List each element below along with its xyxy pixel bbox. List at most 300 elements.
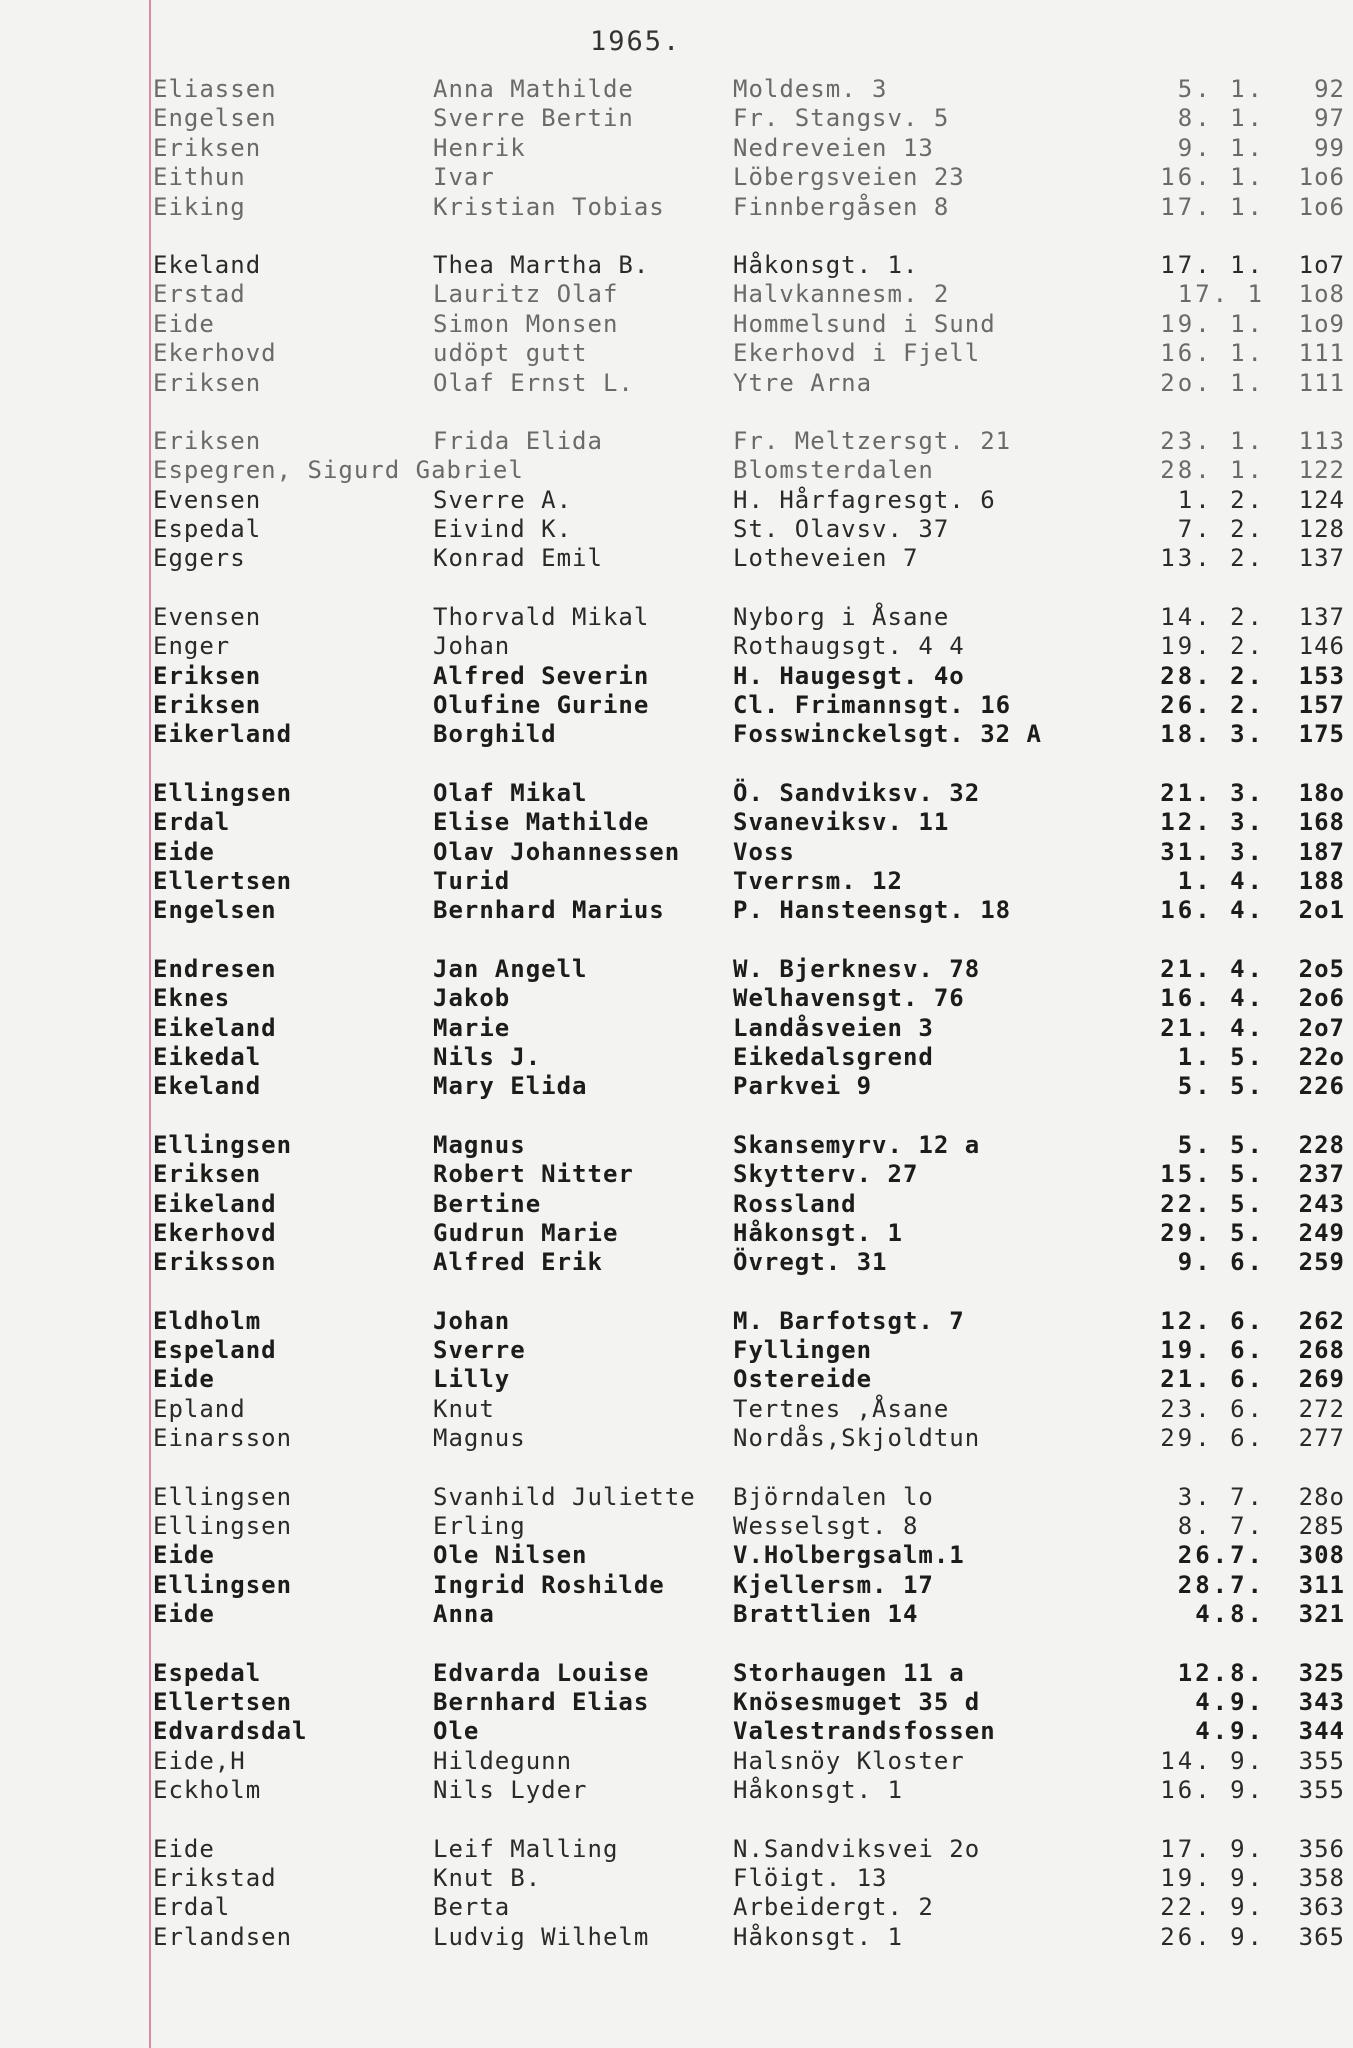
surname-cell: Espedal [153,515,262,544]
given-name-cell: Magnus [433,1130,526,1159]
given-name-cell: udöpt gutt [433,339,588,368]
surname-cell: Ellingsen [153,778,293,807]
surname-cell: Eriksen [153,368,262,397]
date-cell: 31. 3. [1160,837,1265,866]
surname-cell: Eliassen [153,75,277,103]
page-year-heading: 1965. [590,26,682,57]
entry-number-cell: 269 [1298,1365,1345,1394]
address-cell: Fosswinckelsgt. 32 A [733,720,1042,749]
given-name-cell: Thea Martha B. [433,250,650,279]
register-row [150,1306,1345,1336]
register-row [150,1042,1345,1072]
address-cell: Ekerhovd i Fjell [733,339,981,368]
entry-number-cell: 363 [1298,1893,1345,1922]
entry-number-cell: 1o6 [1298,192,1345,221]
surname-cell: Eide [153,1600,215,1629]
entry-number-cell: 157 [1298,691,1345,720]
given-name-cell: Frida Elida [433,426,603,455]
given-name-cell: Olav Johannessen [433,837,681,866]
register-row [150,515,1345,544]
date-cell: 8. 1. [1177,104,1265,133]
entry-number-cell: 356 [1298,1834,1345,1863]
register-row [150,984,1345,1013]
date-cell: 16. 1. [1160,339,1265,368]
given-name-cell: Ivar [433,163,495,192]
entry-number-cell: 2o5 [1298,954,1345,983]
register-row [150,808,1345,837]
entry-number-cell: 2o7 [1298,1013,1345,1042]
entry-number-cell: 237 [1298,1160,1345,1189]
date-cell: 16. 4. [1160,984,1265,1013]
entry-number-cell: 262 [1298,1306,1345,1335]
date-cell: 5. 1. [1177,75,1265,103]
given-name-cell: Konrad Emil [433,544,603,573]
address-cell: Ö. Sandviksv. 32 [733,778,981,807]
entry-number-cell: 243 [1298,1189,1345,1218]
register-row [150,1394,1345,1424]
entry-number-cell: 321 [1298,1600,1345,1629]
given-name-cell: Bertine [433,1189,542,1218]
address-cell: Arbeidergt. 2 [733,1893,934,1922]
entry-number-cell: 355 [1298,1776,1345,1805]
register-row [150,1482,1345,1512]
register-row [150,1834,1345,1864]
surname-cell: Ekerhovd [153,1218,277,1247]
given-name-cell: Bernhard Elias [433,1687,650,1716]
register-row [150,1717,1345,1746]
date-cell: 14. 2. [1160,602,1265,631]
date-cell: 4.8. [1195,1600,1265,1629]
date-cell: 23. 1. [1160,426,1265,455]
date-cell: 16. 9. [1160,1776,1265,1805]
surname-cell: Erlandsen [153,1922,293,1951]
date-cell: 21. 6. [1160,1365,1265,1394]
date-cell: 19. 2. [1160,632,1265,661]
entry-number-cell: 92 [1314,75,1345,103]
address-cell: Landåsveien 3 [733,1013,934,1042]
surname-cell: Erdal [153,808,231,837]
date-cell: 12.8. [1177,1658,1265,1687]
register-group [150,954,1345,1102]
address-cell: Håkonsgt. 1 [733,1218,903,1247]
surname-cell: Eide [153,1365,215,1394]
register-row [150,426,1345,456]
surname-cell: Epland [153,1394,246,1423]
entry-number-cell: 1o7 [1298,250,1345,279]
given-name-cell: Gudrun Marie [433,1218,619,1247]
given-name-cell: Nils J. [433,1042,542,1071]
address-cell: Welhavensgt. 76 [733,984,965,1013]
given-name-cell: Knut B. [433,1863,542,1892]
entry-number-cell: 355 [1298,1746,1345,1775]
date-cell: 19. 9. [1160,1863,1265,1892]
register-row [150,896,1345,925]
given-name-cell: Simon Monsen [433,309,619,338]
register-row [150,133,1345,163]
date-cell: 19. 1. [1160,309,1265,338]
date-cell: 28. 2. [1160,661,1265,690]
register-group [150,1306,1345,1454]
register-group [150,250,1345,398]
surname-cell: Eknes [153,984,231,1013]
given-name-cell: Anna [433,1600,495,1629]
given-name-cell: Kristian Tobias [433,192,665,221]
address-cell: Voss [733,837,795,866]
date-cell: 9. 1. [1177,133,1265,162]
surname-cell: Eiking [153,192,246,221]
given-name-cell: Turid [433,866,511,895]
surname-cell: Ellingsen [153,1570,293,1599]
register-row [150,1776,1345,1805]
date-cell: 12. 3. [1160,808,1265,837]
register-row [150,691,1345,720]
given-name-cell: Olufine Gurine [433,691,650,720]
address-cell: Skytterv. 27 [733,1160,919,1189]
register-list [150,75,1345,1981]
register-group [150,1834,1345,1953]
register-row [150,485,1345,515]
entry-number-cell: 249 [1298,1218,1345,1247]
register-group [150,778,1345,926]
given-name-cell: Ingrid Roshilde [433,1570,665,1599]
register-row [150,1893,1345,1922]
address-cell: Cl. Frimannsgt. 16 [733,691,1012,720]
address-cell: Parkvei 9 [733,1072,873,1101]
date-cell: 19. 6. [1160,1336,1265,1365]
address-cell: M. Barfotsgt. 7 [733,1306,965,1335]
given-name-cell: Lilly [433,1365,511,1394]
given-name-cell: Jan Angell [433,954,588,983]
register-row [150,602,1345,632]
address-cell: Brattlien 14 [733,1600,919,1629]
register-row [150,954,1345,984]
given-name-cell: Olaf Ernst L. [433,368,634,397]
register-row [150,1658,1345,1688]
register-row [150,1130,1345,1160]
register-group [150,426,1345,574]
surname-cell: Eikeland [153,1189,277,1218]
entry-number-cell: 277 [1298,1424,1345,1453]
address-cell: Fr. Stangsv. 5 [733,104,950,133]
surname-cell: Ellingsen [153,1130,293,1159]
entry-number-cell: 226 [1298,1072,1345,1101]
register-group [150,1130,1345,1278]
register-row [150,661,1345,691]
given-name-cell: Johan [433,632,511,661]
entry-number-cell: 28o [1298,1482,1345,1511]
surname-cell: Eithun [153,163,246,192]
surname-cell: Eikeland [153,1013,277,1042]
address-cell: Fr. Meltzersgt. 21 [733,426,1012,455]
surname-cell: Ekerhovd [153,339,277,368]
address-cell: Ytre Arna [733,368,873,397]
address-cell: Wesselsgt. 8 [733,1512,919,1541]
address-cell: Löbergsveien 23 [733,163,965,192]
surname-cell: Ellingsen [153,1512,293,1541]
given-name-cell: Elise Mathilde [433,808,650,837]
register-row [150,1746,1345,1776]
entry-number-cell: 2o1 [1298,896,1345,925]
entry-number-cell: 188 [1298,866,1345,895]
surname-cell: Eriksen [153,133,262,162]
register-row [150,1336,1345,1365]
date-cell: 13. 2. [1160,544,1265,573]
entry-number-cell: 122 [1298,456,1345,485]
given-name-cell: Eivind K. [433,515,573,544]
date-cell: 16. 4. [1160,896,1265,925]
surname-cell: Eriksen [153,691,262,720]
entry-number-cell: 358 [1298,1863,1345,1892]
date-cell: 16. 1. [1160,163,1265,192]
date-cell: 17. 1 [1177,280,1265,309]
given-name-cell: Borghild [433,720,557,749]
entry-number-cell: 137 [1298,544,1345,573]
address-cell: Storhaugen 11 a [733,1658,965,1687]
address-cell: H. Haugesgt. 4o [733,661,965,690]
address-cell: Rossland [733,1189,857,1218]
surname-cell: Enger [153,632,231,661]
register-row [150,1541,1345,1570]
given-name-cell: Leif Malling [433,1834,619,1863]
given-name-cell: Anna Mathilde [433,75,634,103]
entry-number-cell: 111 [1298,368,1345,397]
entry-number-cell: 111 [1298,339,1345,368]
register-row [150,1600,1345,1629]
entry-number-cell: 311 [1298,1570,1345,1599]
date-cell: 7. 2. [1177,515,1265,544]
entry-number-cell: 228 [1298,1130,1345,1159]
address-cell: Tverrsm. 12 [733,866,903,895]
entry-number-cell: 285 [1298,1512,1345,1541]
address-cell: Ostereide [733,1365,873,1394]
entry-number-cell: 272 [1298,1394,1345,1423]
surname-cell: Evensen [153,485,262,514]
register-row [150,192,1345,222]
register-row [150,456,1345,485]
entry-number-cell: 1o6 [1298,163,1345,192]
address-cell: P. Hansteensgt. 18 [733,896,1012,925]
surname-cell: Espegren, Sigurd Gabriel [153,456,524,485]
register-row [150,1687,1345,1717]
date-cell: 29. 6. [1160,1424,1265,1453]
date-cell: 29. 5. [1160,1218,1265,1247]
date-cell: 18. 3. [1160,720,1265,749]
given-name-cell: Marie [433,1013,511,1042]
address-cell: Knösesmuget 35 d [733,1687,981,1716]
given-name-cell: Johan [433,1306,511,1335]
register-row [150,1424,1345,1453]
given-name-cell: Bernhard Marius [433,896,665,925]
date-cell: 14. 9. [1160,1746,1265,1775]
register-row [150,1512,1345,1541]
address-cell: Övregt. 31 [733,1248,888,1277]
date-cell: 21. 4. [1160,954,1265,983]
entry-number-cell: 146 [1298,632,1345,661]
date-cell: 1. 4. [1177,866,1265,895]
surname-cell: Eriksen [153,1160,262,1189]
register-row [150,632,1345,661]
surname-cell: Eriksen [153,426,262,455]
surname-cell: Espedal [153,1658,262,1687]
date-cell: 17. 1. [1160,250,1265,279]
given-name-cell: Ludvig Wilhelm [433,1922,650,1951]
date-cell: 2o. 1. [1160,368,1265,397]
register-group [150,75,1345,222]
address-cell: Eikedalsgrend [733,1042,934,1071]
address-cell: Moldesm. 3 [733,75,888,103]
address-cell: Valestrandsfossen [733,1717,996,1746]
surname-cell: Ellertsen [153,866,293,895]
address-cell: Blomsterdalen [733,456,934,485]
surname-cell: Eriksson [153,1248,277,1277]
entry-number-cell: 124 [1298,485,1345,514]
address-cell: Flöigt. 13 [733,1863,888,1892]
entry-number-cell: 187 [1298,837,1345,866]
register-row [150,778,1345,808]
entry-number-cell: 128 [1298,515,1345,544]
surname-cell: Eikerland [153,720,293,749]
address-cell: Nordås,Skjoldtun [733,1424,981,1453]
entry-number-cell: 343 [1298,1687,1345,1716]
address-cell: Rothaugsgt. 4 4 [733,632,965,661]
address-cell: Björndalen lo [733,1482,934,1511]
date-cell: 9. 6. [1177,1248,1265,1277]
date-cell: 21. 4. [1160,1013,1265,1042]
given-name-cell: Ole [433,1717,480,1746]
entry-number-cell: 268 [1298,1336,1345,1365]
address-cell: Håkonsgt. 1 [733,1922,903,1951]
address-cell: Finnbergåsen 8 [733,192,950,221]
surname-cell: Eide [153,837,215,866]
surname-cell: Ekeland [153,250,262,279]
date-cell: 26. 2. [1160,691,1265,720]
surname-cell: Engelsen [153,104,277,133]
surname-cell: Ekeland [153,1072,262,1101]
address-cell: Svaneviksv. 11 [733,808,950,837]
address-cell: Håkonsgt. 1. [733,250,919,279]
entry-number-cell: 153 [1298,661,1345,690]
address-cell: Halsnöy Kloster [733,1746,965,1775]
date-cell: 17. 9. [1160,1834,1265,1863]
register-group [150,1658,1345,1806]
surname-cell: Einarsson [153,1424,293,1453]
given-name-cell: Edvarda Louise [433,1658,650,1687]
address-cell: Lotheveien 7 [733,544,919,573]
address-cell: Tertnes ,Åsane [733,1394,950,1423]
given-name-cell: Alfred Severin [433,661,650,690]
given-name-cell: Hildegunn [433,1746,573,1775]
surname-cell: Edvardsdal [153,1717,308,1746]
surname-cell: Eckholm [153,1776,262,1805]
date-cell: 26.7. [1177,1541,1265,1570]
entry-number-cell: 1o9 [1298,309,1345,338]
register-row [150,1218,1345,1248]
date-cell: 3. 7. [1177,1482,1265,1511]
entry-number-cell: 168 [1298,808,1345,837]
surname-cell: Evensen [153,602,262,631]
address-cell: Halvkannesm. 2 [733,280,950,309]
surname-cell: Erstad [153,280,246,309]
date-cell: 26. 9. [1160,1922,1265,1951]
given-name-cell: Magnus [433,1424,526,1453]
surname-cell: Eikedal [153,1042,262,1071]
address-cell: N.Sandviksvei 2o [733,1834,981,1863]
surname-cell: Eide [153,309,215,338]
surname-cell: Eldholm [153,1306,262,1335]
given-name-cell: Knut [433,1394,495,1423]
address-cell: H. Hårfagresgt. 6 [733,485,996,514]
register-row [150,75,1345,104]
register-row [150,1248,1345,1277]
register-row [150,104,1345,133]
register-row [150,544,1345,573]
date-cell: 21. 3. [1160,778,1265,807]
given-name-cell: Olaf Mikal [433,778,588,807]
register-row [150,866,1345,896]
date-cell: 17. 1. [1160,192,1265,221]
given-name-cell: Erling [433,1512,526,1541]
address-cell: V.Holbergsalm.1 [733,1541,965,1570]
given-name-cell: Lauritz Olaf [433,280,619,309]
entry-number-cell: 137 [1298,602,1345,631]
register-row [150,339,1345,368]
surname-cell: Eide [153,1541,215,1570]
entry-number-cell: 344 [1298,1717,1345,1746]
date-cell: 1. 2. [1177,485,1265,514]
surname-cell: Engelsen [153,896,277,925]
given-name-cell: Robert Nitter [433,1160,634,1189]
address-cell: Nyborg i Åsane [733,602,950,631]
surname-cell: Endresen [153,954,277,983]
register-group [150,1482,1345,1630]
entry-number-cell: 97 [1314,104,1345,133]
entry-number-cell: 259 [1298,1248,1345,1277]
address-cell: Håkonsgt. 1 [733,1776,903,1805]
given-name-cell: Sverre A. [433,485,573,514]
entry-number-cell: 308 [1298,1541,1345,1570]
register-group [150,602,1345,750]
entry-number-cell: 1o8 [1298,280,1345,309]
given-name-cell: Mary Elida [433,1072,588,1101]
surname-cell: Erikstad [153,1863,277,1892]
date-cell: 22. 9. [1160,1893,1265,1922]
date-cell: 5. 5. [1177,1072,1265,1101]
address-cell: Fyllingen [733,1336,873,1365]
register-row [150,368,1345,398]
register-row [150,250,1345,280]
address-cell: Skansemyrv. 12 a [733,1130,981,1159]
entry-number-cell: 22o [1298,1042,1345,1071]
surname-cell: Ellertsen [153,1687,293,1716]
entry-number-cell: 2o6 [1298,984,1345,1013]
date-cell: 8. 7. [1177,1512,1265,1541]
surname-cell: Eide,H [153,1746,246,1775]
entry-number-cell: 99 [1314,133,1345,162]
given-name-cell: Nils Lyder [433,1776,588,1805]
register-row [150,1365,1345,1394]
given-name-cell: Berta [433,1893,511,1922]
register-row [150,1013,1345,1043]
register-row [150,163,1345,192]
surname-cell: Ellingsen [153,1482,293,1511]
given-name-cell: Alfred Erik [433,1248,603,1277]
date-cell: 15. 5. [1160,1160,1265,1189]
entry-number-cell: 325 [1298,1658,1345,1687]
given-name-cell: Sverre [433,1336,526,1365]
entry-number-cell: 175 [1298,720,1345,749]
date-cell: 4.9. [1195,1687,1265,1716]
entry-number-cell: 113 [1298,426,1345,455]
